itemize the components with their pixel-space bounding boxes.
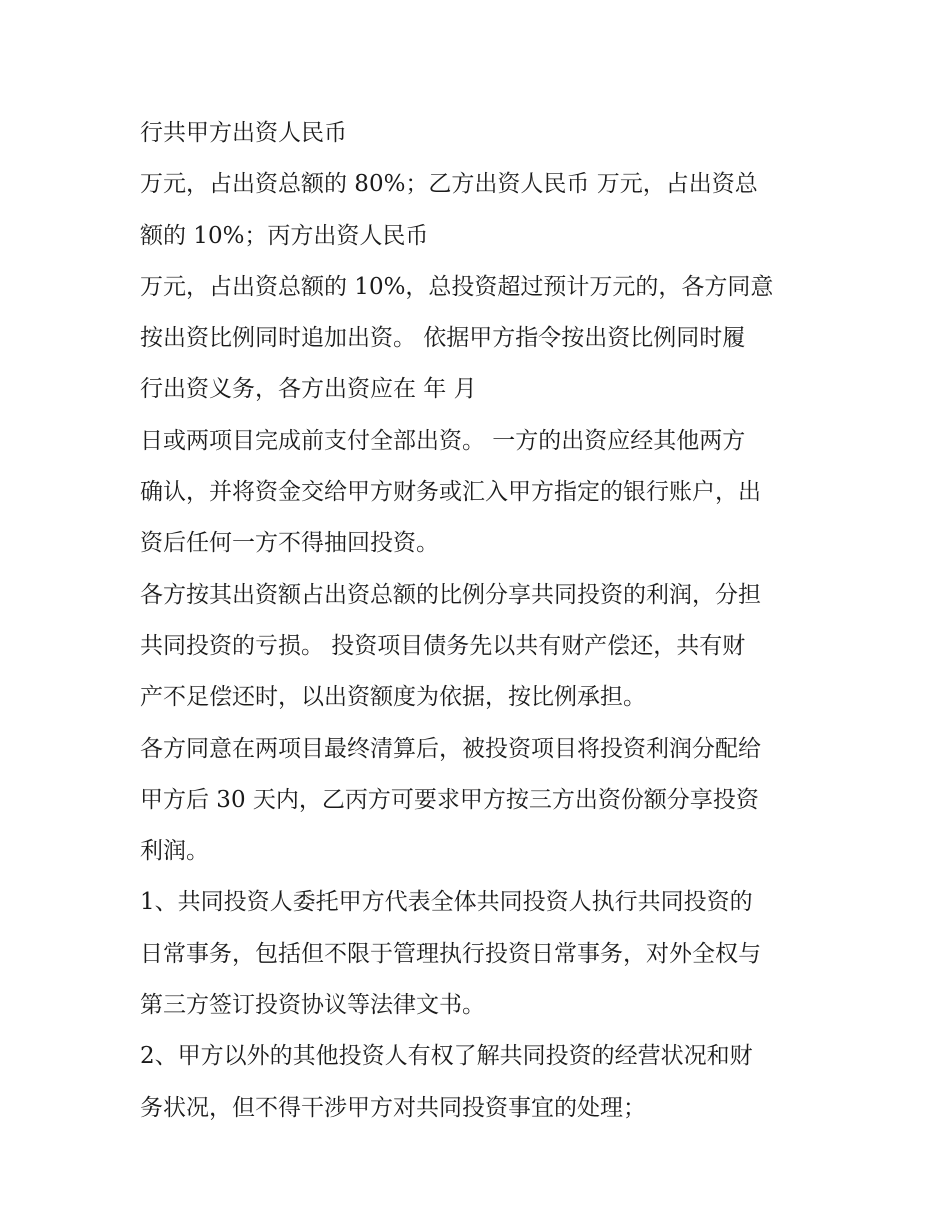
text-line: 额的 10%；丙方出资人民币: [140, 222, 429, 249]
text-line: 各方同意在两项目最终清算后，被投资项目将投资利润分配给: [140, 735, 761, 762]
text-line: 万元，占出资总额的 80%；乙方出资人民币 万元，占出资总: [140, 171, 758, 198]
text-line: 万元，占出资总额的 10%，总投资超过预计万元的，各方同意: [140, 273, 774, 300]
text-line: 1、共同投资人委托甲方代表全体共同投资人执行共同投资的: [140, 889, 753, 916]
text-line: 日常事务，包括但不限于管理执行投资日常事务，对外全权与: [140, 940, 761, 967]
text-line: 务状况，但不得干涉甲方对共同投资事宜的处理；: [140, 1094, 646, 1121]
document-body: [140, 108, 820, 1134]
text-line: 日或两项目完成前支付全部出资。 一方的出资应经其他两方: [140, 427, 746, 454]
text-line: 各方按其出资额占出资总额的比例分享共同投资的利润，分担: [140, 581, 761, 608]
text-line: 2、甲方以外的其他投资人有权了解共同投资的经营状况和财: [140, 1043, 753, 1070]
text-line: 甲方后 30 天内，乙丙方可要求甲方按三方出资份额分享投资: [140, 786, 759, 813]
text-line: 第三方签订投资协议等法律文书。: [140, 992, 485, 1019]
text-line: 产不足偿还时，以出资额度为依据，按比例承担。: [140, 684, 646, 711]
text-line: 利润。: [140, 838, 209, 865]
text-line: 行出资义务，各方出资应在 年 月: [140, 376, 477, 403]
text-line: 按出资比例同时追加出资。 依据甲方指令按出资比例同时履: [140, 325, 746, 352]
text-line: 行共甲方出资人民币: [140, 120, 347, 146]
text-line: 确认，并将资金交给甲方财务或汇入甲方指定的银行账户，出: [140, 479, 761, 506]
text-line: 资后任何一方不得抽回投资。: [140, 530, 439, 557]
text-line: 共同投资的亏损。 投资项目债务先以共有财产偿还，共有财: [140, 632, 746, 659]
